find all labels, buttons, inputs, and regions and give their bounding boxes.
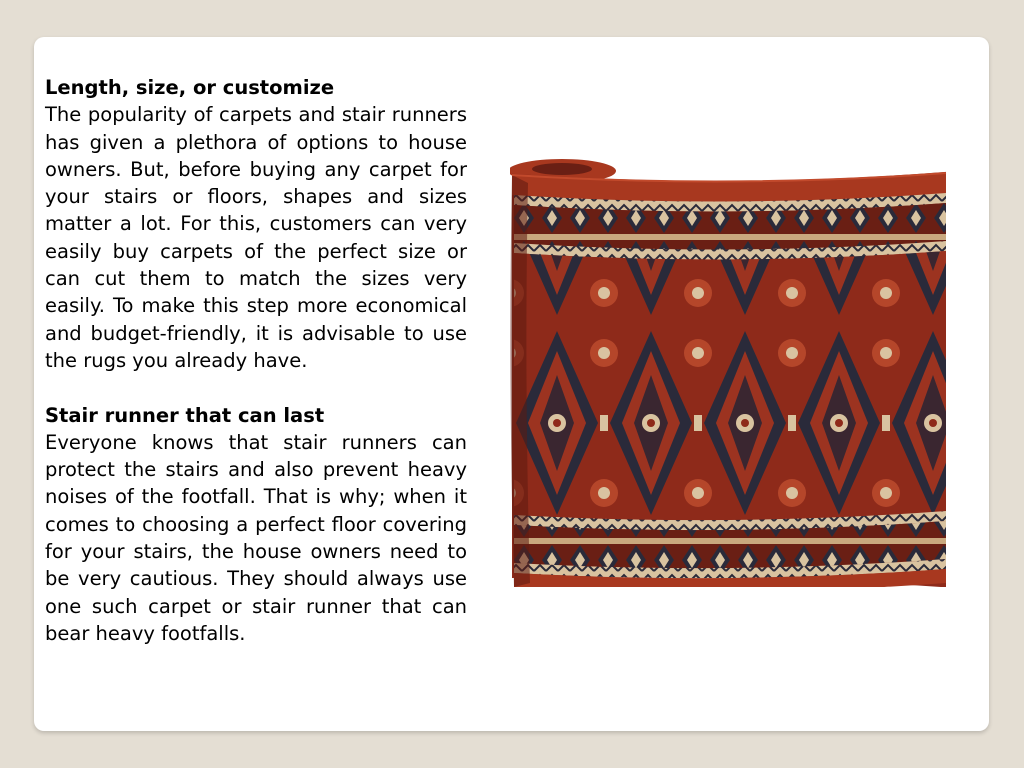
section-length-size [45, 74, 467, 374]
section-body: Everyone knows that stair runners can protect the stairs and also prevent heavy noises of the footfall. That is why; when it comes to choosing a perfect floor covering for your stairs, the house owners need to be very cautious. They should always use one such carpet or stair runner that can bear heavy footfalls. [45, 430, 467, 645]
rug-illustration [510, 123, 948, 587]
section-body: The popularity of carpets and stair runners has given a plethora of options to house owners. But, before buying any carpet for your stairs or floors, shapes and sizes matter a lot. For this, customers can very easily buy carpets of the perfect size or can cut them to match the sizes very easily. To make this step more economical and budget-friendly, it is advisable to use the rugs you already have. [45, 103, 467, 372]
section-heading: Length, size, or customize [45, 76, 335, 99]
slide-card [34, 37, 989, 731]
stair-runner-image [510, 123, 948, 587]
section-heading: Stair runner that can last [45, 403, 325, 427]
text-column [45, 74, 467, 647]
section-stair-runner [45, 402, 467, 648]
